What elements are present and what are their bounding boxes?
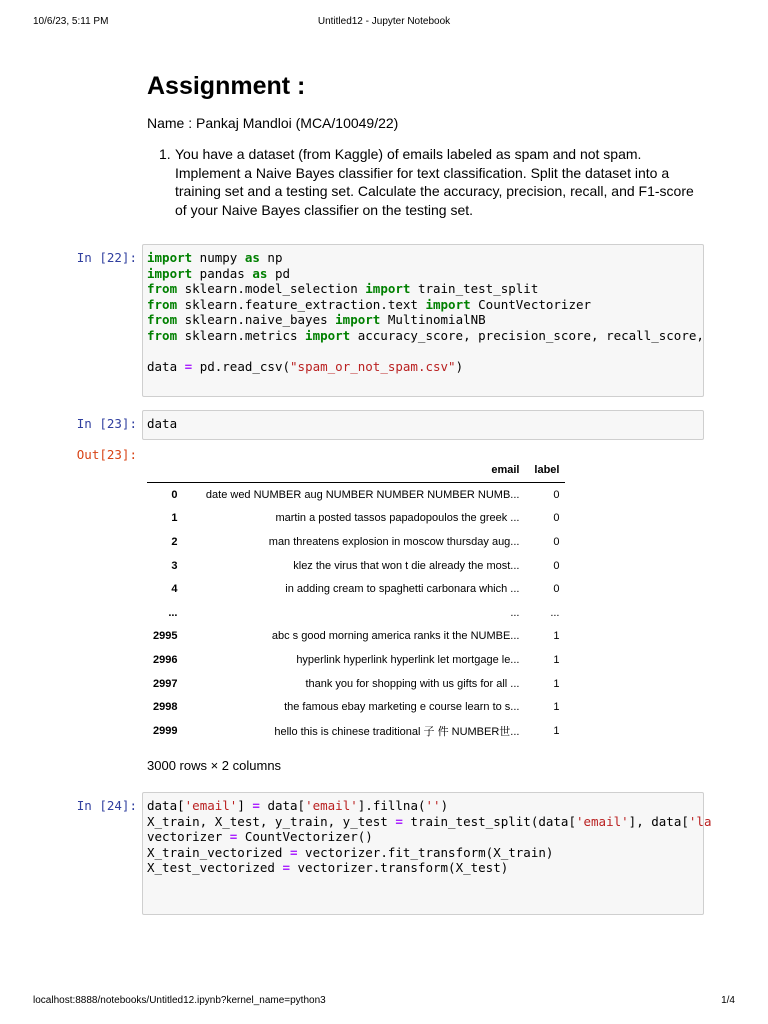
row-index: 2999 [153,724,178,737]
table-row [147,672,565,696]
row-index: 2997 [153,677,178,690]
code-token: X_train_vectorized [147,844,290,860]
code-token: vectorizer.fit_transform(X_train) [297,844,554,860]
label-cell: 0 [553,559,560,572]
task-item [147,145,707,219]
code-token: '' [425,798,441,813]
code-token: from [147,281,178,297]
code-token: = [184,359,193,375]
code-token: 'email' [575,813,629,829]
label-cell: 1 [553,701,560,714]
print-url: localhost:8888/notebooks/Untitled12.ipynb?kernel_name=python3 [33,995,326,1006]
code-token: import [425,296,471,312]
code-token: from [147,327,178,343]
code-cell-22[interactable] [142,244,704,397]
row-index: 0 [171,488,178,501]
code-token: import [147,265,193,281]
input-prompt-24: In [24]: [76,798,137,813]
email-cell: man threatens explosion in moscow thursday aug... [268,535,520,548]
email-cell: hyperlink hyperlink hyperlink let mortgage le... [296,653,520,666]
assignment-heading: Assignment : [147,72,306,100]
code-token: import [305,327,351,343]
email-cell: klez the virus that won t die already the most... [293,559,520,572]
email-cell: ... [510,606,520,619]
table-row [147,507,565,531]
code-token: = [229,829,238,845]
code-token: import [365,281,411,297]
code-token: vectorizer.transform(X_test) [290,860,509,876]
email-cell: hello this is chinese traditional 子 件 NUMBER世... [274,725,520,738]
table-row [147,719,565,743]
table-row [147,625,565,649]
label-cell: 1 [553,630,560,643]
table-row [147,695,565,719]
code-token: train_test_split [410,281,539,297]
output-prompt-23: Out[23]: [76,447,137,462]
code-token: np [259,250,283,265]
code-token: 'email' [305,798,358,813]
code-token: X_test_vectorized [147,860,283,876]
label-cell: 0 [553,583,560,596]
task-list [147,145,707,219]
code-token: = [290,844,298,860]
table-row [147,648,565,672]
dataframe-output [147,458,565,743]
row-index: 2996 [153,653,178,666]
task-number: 1. [159,146,171,162]
dataframe-header-row [147,458,565,483]
label-cell: 1 [553,677,560,690]
code-token: as [244,250,260,265]
code-token: data [147,416,178,431]
label-cell: ... [550,606,560,619]
email-column-header: email [183,458,525,483]
print-title: Untitled12 - Jupyter Notebook [317,16,451,27]
email-cell: martin a posted tassos papadopoulos the greek ... [275,512,520,525]
table-row [147,554,565,578]
code-token: data[ [259,798,306,813]
code-token: pd [267,265,291,281]
email-cell: date wed NUMBER aug NUMBER NUMBER NUMBER NUMB... [205,488,520,501]
code-token: ) [455,359,464,375]
code-token: sklearn.model_selection [177,281,366,297]
code-token: ) [440,798,449,813]
label-cell: 0 [553,488,560,501]
input-prompt-22: In [22]: [76,250,137,265]
code-token: X_train, X_test, y_train, y_test [147,813,396,829]
code-token: pd.read_csv( [192,359,291,375]
code-token: sklearn.naive_bayes [177,312,336,328]
code-token: train_test_split(data[ [402,813,576,829]
task-text: You have a dataset (from Kaggle) of emails labeled as spam and not spam. Implement a Naive Bayes classifier for text classification. Split the dataset into a training set and a testing set. Calculate the accuracy, precision, recall, and F1-score of your Naive Bayes classifier on the testing set. [175,146,694,218]
label-cell: 0 [553,535,560,548]
code-editor[interactable] [143,411,703,437]
code-token: sklearn.metrics [177,327,306,343]
code-token: ], data[ [628,813,689,829]
print-date: 10/6/23, 5:11 PM [33,16,109,27]
dataframe-shape: 3000 rows × 2 columns [147,758,282,773]
row-index: 1 [171,512,178,525]
table-row [147,483,565,507]
email-cell: in adding cream to spaghetti carbonara which ... [285,583,520,596]
code-cell-24[interactable] [142,792,712,915]
row-index: 4 [171,583,178,596]
code-token: accuracy_score, precision_score, recall_score, [350,327,704,343]
code-token: import [335,312,381,328]
code-token: = [282,860,290,876]
label-column-header: label [525,458,565,483]
code-token: from [147,312,178,328]
code-editor[interactable] [143,793,712,881]
code-token: numpy [192,250,245,265]
code-token: = [252,798,260,813]
code-cell-23[interactable] [142,410,704,440]
code-token: 'la [688,813,712,829]
email-cell: the famous ebay marketing e course learn to s... [284,701,520,714]
code-editor[interactable] [143,245,703,380]
index-header [147,458,183,483]
label-cell: 1 [553,653,560,666]
code-token: pandas [192,265,253,281]
label-cell: 1 [553,724,560,737]
code-token: CountVectorizer() [237,829,373,845]
code-token: ].fillna( [357,798,426,813]
table-row [147,601,565,625]
row-index: 2 [171,535,178,548]
code-token: sklearn.feature_extraction.text [177,296,426,312]
row-index: ... [168,606,178,619]
email-cell: abc s good morning america ranks it the NUMBE... [271,630,520,643]
code-token: from [147,296,178,312]
code-token: data [147,359,185,375]
author-name: Name : Pankaj Mandloi (MCA/10049/22) [147,115,399,131]
code-token: = [395,813,403,829]
code-token: MultinomialNB [380,312,486,328]
row-index: 3 [171,559,178,572]
input-prompt-23: In [23]: [76,416,137,431]
table-row [147,530,565,554]
code-token: 'email' [184,798,238,813]
code-token: vectorizer [147,829,230,845]
code-token: data[ [147,798,185,813]
page-number: 1/4 [721,995,735,1006]
label-cell: 0 [553,512,560,525]
row-index: 2995 [153,630,178,643]
row-index: 2998 [153,701,178,714]
code-token: as [252,265,268,281]
code-token: import [147,250,193,265]
code-token: ] [237,798,253,813]
code-token: "spam_or_not_spam.csv" [290,359,456,375]
table-row [147,577,565,601]
email-cell: thank you for shopping with us gifts for all ... [305,677,520,690]
code-token: CountVectorizer [470,296,592,312]
